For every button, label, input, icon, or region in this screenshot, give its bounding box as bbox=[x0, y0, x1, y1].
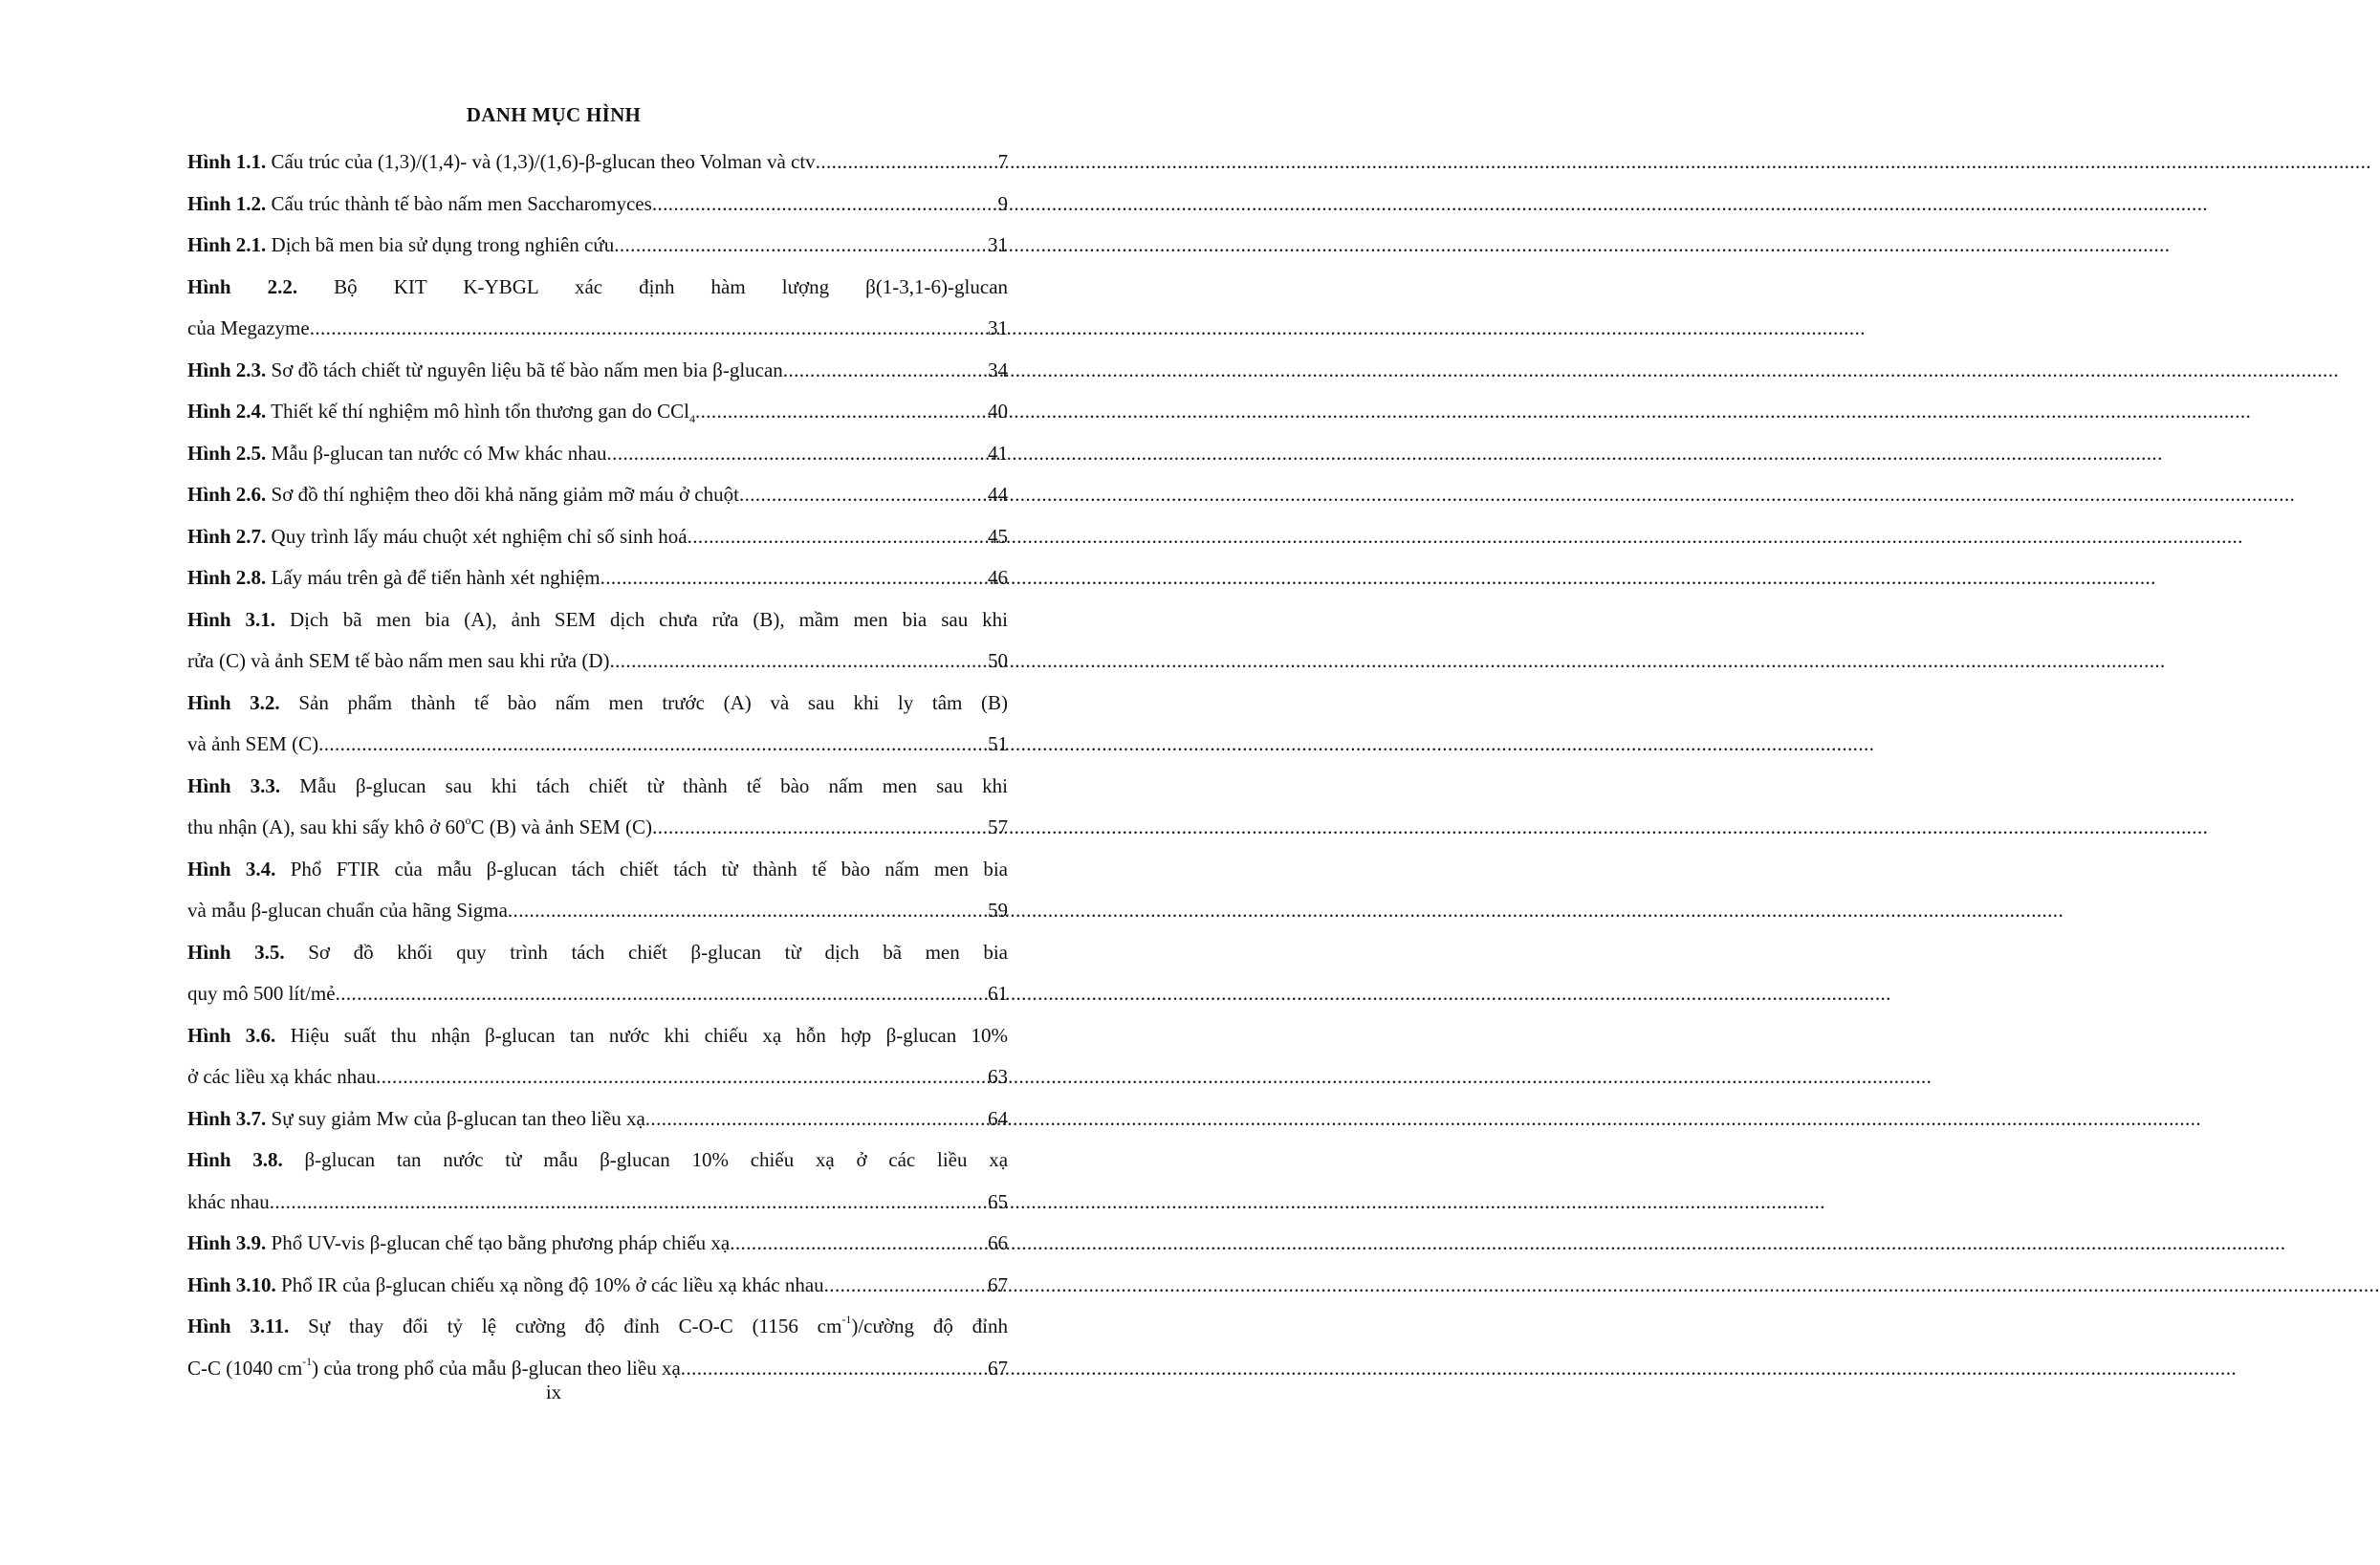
figure-label: Hình 3.2. bbox=[187, 690, 280, 714]
figure-title-wrap bbox=[187, 308, 310, 350]
figure-page: 61 bbox=[988, 982, 1008, 1005]
figure-title: Cấu trúc của (1,3)/(1,4)- và (1,3)/(1,6)-β-glucan theo Volman và ctv bbox=[271, 150, 816, 173]
figure-title-wrap bbox=[187, 184, 652, 226]
leader-dots bbox=[688, 516, 988, 558]
figure-label: Hình 2.4. bbox=[187, 400, 267, 423]
figure-entry[interactable] bbox=[187, 516, 1008, 558]
figure-title: Phổ IR của β-glucan chiếu xạ nồng độ 10% ở các liều xạ khác nhau bbox=[281, 1272, 824, 1296]
figure-title-wrap bbox=[187, 1265, 824, 1307]
figure-list bbox=[187, 141, 1008, 1389]
figure-title-wrap bbox=[187, 1182, 270, 1224]
figure-label: Hình 3.6. bbox=[187, 1023, 276, 1047]
figure-page: 63 bbox=[988, 1065, 1008, 1088]
page-title: DANH MỤC HÌNH bbox=[466, 103, 642, 126]
figure-title-cont: ở các liều xạ khác nhau bbox=[187, 1065, 377, 1088]
figure-label: Hình 3.9. bbox=[187, 1231, 267, 1254]
figure-title: Bộ KIT K-YBGL xác định hàm lượng β(1-3,1-6)-glucan bbox=[334, 274, 1009, 298]
figure-entry[interactable] bbox=[187, 474, 1008, 516]
figure-entry[interactable] bbox=[187, 391, 1008, 433]
figure-entry[interactable] bbox=[187, 225, 1008, 267]
figure-label: Hình 2.2. bbox=[187, 274, 298, 298]
figure-title: Cấu trúc thành tế bào nấm men Saccharomyces bbox=[271, 191, 652, 215]
figure-entry[interactable] bbox=[187, 599, 1008, 641]
figure-entry[interactable] bbox=[187, 1098, 1008, 1141]
figure-label: Hình 2.3. bbox=[187, 358, 267, 381]
figure-entry[interactable] bbox=[187, 267, 1008, 309]
figure-page: 40 bbox=[988, 400, 1008, 423]
leader-dots bbox=[783, 350, 988, 392]
figure-label: Hình 2.7. bbox=[187, 524, 267, 548]
figure-entry-continuation[interactable] bbox=[187, 973, 1008, 1015]
figure-entry-continuation[interactable] bbox=[187, 890, 1008, 932]
leader-dots bbox=[310, 308, 988, 350]
leader-dots bbox=[816, 141, 998, 184]
figure-page: 64 bbox=[988, 1106, 1008, 1130]
page-number: ix bbox=[545, 1380, 562, 1403]
figure-label: Hình 2.1. bbox=[187, 233, 267, 256]
figure-title-wrap bbox=[187, 1098, 645, 1141]
figure-entry[interactable] bbox=[187, 184, 1008, 226]
figure-title: Phổ FTIR của mẫu β-glucan tách chiết tách từ thành tế bào nấm men bia bbox=[290, 857, 1008, 880]
figure-title: Dịch bã men bia sử dụng trong nghiên cứu bbox=[271, 233, 615, 256]
figure-page: 7 bbox=[997, 150, 1008, 173]
figure-entry[interactable] bbox=[187, 557, 1008, 599]
leader-dots bbox=[600, 557, 988, 599]
figure-entry-continuation[interactable] bbox=[187, 1056, 1008, 1098]
figure-entry[interactable] bbox=[187, 932, 1008, 974]
figure-title-wrap bbox=[187, 516, 688, 558]
figure-page: 41 bbox=[988, 441, 1008, 465]
figure-title-cont: và mẫu β-glucan chuẩn của hãng Sigma bbox=[187, 899, 508, 922]
figure-title-cont: quy mô 500 lít/mẻ bbox=[187, 982, 336, 1005]
figure-entry[interactable] bbox=[187, 1015, 1008, 1057]
figure-label: Hình 1.1. bbox=[187, 150, 267, 173]
figure-entry[interactable] bbox=[187, 1306, 1008, 1348]
figure-page: 31 bbox=[988, 316, 1008, 339]
figure-title-wrap bbox=[187, 433, 607, 475]
figure-title-cont: thu nhận (A), sau khi sấy khô ở 60 bbox=[187, 815, 466, 838]
figure-entry-continuation[interactable] bbox=[187, 308, 1008, 350]
figure-page: 34 bbox=[988, 358, 1008, 381]
figure-title-wrap bbox=[187, 1223, 730, 1265]
figure-title-wrap bbox=[187, 1056, 376, 1098]
leader-dots bbox=[695, 391, 988, 433]
figure-title: Sơ đồ khối quy trình tách chiết β-glucan từ dịch bã men bia bbox=[308, 940, 1009, 964]
figure-title-sub: 4 bbox=[688, 412, 695, 426]
figure-title-wrap bbox=[187, 141, 816, 184]
figure-title: Sơ đồ thí nghiệm theo dõi khả năng giảm mỡ máu ở chuột bbox=[271, 483, 739, 506]
figure-page: 51 bbox=[988, 732, 1008, 755]
figure-title-wrap bbox=[187, 973, 336, 1015]
leader-dots bbox=[609, 641, 988, 683]
figure-label: Hình 3.10. bbox=[187, 1272, 276, 1296]
figure-title: Sơ đồ tách chiết từ nguyên liệu bã tế bào nấm men bia β-glucan bbox=[271, 358, 783, 381]
leader-dots bbox=[824, 1265, 988, 1307]
leader-dots bbox=[508, 890, 988, 932]
figure-title-sup: -1 bbox=[841, 1313, 852, 1326]
figure-title-cont: ) của trong phổ của mẫu β-glucan theo liều xạ bbox=[312, 1356, 681, 1380]
leader-dots bbox=[645, 1098, 988, 1141]
figure-title-cont: C (B) và ảnh SEM (C) bbox=[470, 815, 653, 838]
figure-entry[interactable] bbox=[187, 1223, 1008, 1265]
figure-title-wrap bbox=[187, 350, 783, 392]
figure-page: 50 bbox=[988, 649, 1008, 672]
figure-title-wrap bbox=[187, 225, 614, 267]
figure-entry[interactable] bbox=[187, 849, 1008, 891]
figure-title-wrap bbox=[187, 807, 652, 849]
figure-label: Hình 3.1. bbox=[187, 607, 275, 631]
figure-title: Dịch bã men bia (A), ảnh SEM dịch chưa rửa (B), mầm men bia sau khi bbox=[289, 607, 1009, 631]
figure-title: Sản phẩm thành tế bào nấm men trước (A) và sau khi ly tâm (B) bbox=[298, 690, 1009, 714]
figure-page: 9 bbox=[997, 191, 1008, 215]
figure-entry[interactable] bbox=[187, 141, 1008, 184]
figure-label: Hình 3.7. bbox=[187, 1106, 267, 1130]
figure-entry[interactable] bbox=[187, 683, 1008, 725]
leader-dots bbox=[336, 973, 988, 1015]
figure-label: Hình 3.11. bbox=[187, 1315, 290, 1337]
figure-title-cont: của Megazyme bbox=[187, 316, 310, 339]
figure-title: Sự thay đổi tỷ lệ cường độ đỉnh C-O-C (1156 cm bbox=[308, 1315, 842, 1337]
figure-label: Hình 3.8. bbox=[187, 1148, 283, 1171]
figure-entry[interactable] bbox=[187, 350, 1008, 392]
figure-entry-continuation[interactable] bbox=[187, 1182, 1008, 1224]
figure-page: 67 bbox=[988, 1272, 1008, 1296]
figure-entry[interactable] bbox=[187, 766, 1008, 808]
figure-page: 45 bbox=[988, 524, 1008, 548]
figure-page: 31 bbox=[988, 233, 1008, 256]
leader-dots bbox=[739, 474, 988, 516]
leader-dots bbox=[730, 1223, 988, 1265]
figure-entry-continuation[interactable] bbox=[187, 641, 1008, 683]
figure-title: Quy trình lấy máu chuột xét nghiệm chỉ số sinh hoá bbox=[271, 524, 688, 548]
figure-title-wrap bbox=[187, 641, 609, 683]
figure-label: Hình 1.2. bbox=[187, 191, 267, 215]
figure-title: Sự suy giảm Mw của β-glucan tan theo liều xạ bbox=[271, 1106, 645, 1130]
figure-label: Hình 3.4. bbox=[187, 857, 276, 880]
figure-page: 57 bbox=[988, 815, 1008, 838]
figure-title: Lấy máu trên gà để tiến hành xét nghiệm bbox=[271, 566, 600, 589]
figure-title-cont: khác nhau bbox=[187, 1189, 270, 1213]
leader-dots bbox=[376, 1056, 988, 1098]
figure-entry[interactable] bbox=[187, 1265, 1008, 1307]
figure-title: Hiệu suất thu nhận β-glucan tan nước khi chiếu xạ hỗn hợp β-glucan 10% bbox=[290, 1023, 1008, 1047]
figure-entry[interactable] bbox=[187, 433, 1008, 475]
figure-label: Hình 2.8. bbox=[187, 566, 267, 589]
figure-page: 66 bbox=[988, 1231, 1008, 1254]
figure-title-cont: và ảnh SEM (C) bbox=[187, 732, 319, 755]
figure-title-sup: o bbox=[465, 814, 471, 827]
figure-label: Hình 3.3. bbox=[187, 773, 281, 797]
figure-page: 44 bbox=[988, 483, 1008, 506]
figure-entry-continuation[interactable] bbox=[187, 807, 1008, 849]
figure-title: Mẫu β-glucan tan nước có Mw khác nhau bbox=[271, 441, 607, 465]
figure-title-wrap bbox=[187, 890, 508, 932]
figure-title: Phổ UV-vis β-glucan chế tạo bằng phương pháp chiếu xạ bbox=[271, 1231, 731, 1254]
figure-title-sup: -1 bbox=[302, 1354, 313, 1368]
figure-label: Hình 3.5. bbox=[187, 940, 285, 964]
figure-page: 67 bbox=[988, 1356, 1008, 1380]
figure-page: 46 bbox=[988, 566, 1008, 589]
figure-title-wrap bbox=[187, 474, 739, 516]
figure-title-cont: C-C (1040 cm bbox=[187, 1356, 303, 1380]
leader-dots bbox=[607, 433, 988, 475]
figure-title-wrap bbox=[187, 724, 318, 766]
figure-title: β-glucan tan nước từ mẫu β-glucan 10% chiếu xạ ở các liều xạ bbox=[304, 1148, 1009, 1171]
leader-dots bbox=[652, 184, 998, 226]
figure-title-cont: rửa (C) và ảnh SEM tế bào nấm men sau khi rửa (D) bbox=[187, 649, 610, 672]
figure-page: 59 bbox=[988, 899, 1008, 922]
figure-title-wrap bbox=[187, 557, 600, 599]
figure-label: Hình 2.6. bbox=[187, 483, 267, 506]
figure-title: )/cường độ đỉnh bbox=[851, 1315, 1009, 1337]
figure-page: 65 bbox=[988, 1189, 1008, 1213]
figure-title: Thiết kế thí nghiệm mô hình tổn thương gan do CCl bbox=[271, 400, 689, 423]
leader-dots bbox=[614, 225, 988, 267]
figure-title-wrap bbox=[187, 391, 695, 433]
figure-label: Hình 2.5. bbox=[187, 441, 267, 465]
leader-dots bbox=[270, 1182, 988, 1224]
figure-title: Mẫu β-glucan sau khi tách chiết từ thành tế bào nấm men sau khi bbox=[299, 773, 1009, 797]
figure-entry-continuation[interactable] bbox=[187, 724, 1008, 766]
leader-dots bbox=[318, 724, 988, 766]
leader-dots bbox=[652, 807, 988, 849]
figure-entry[interactable] bbox=[187, 1140, 1008, 1182]
